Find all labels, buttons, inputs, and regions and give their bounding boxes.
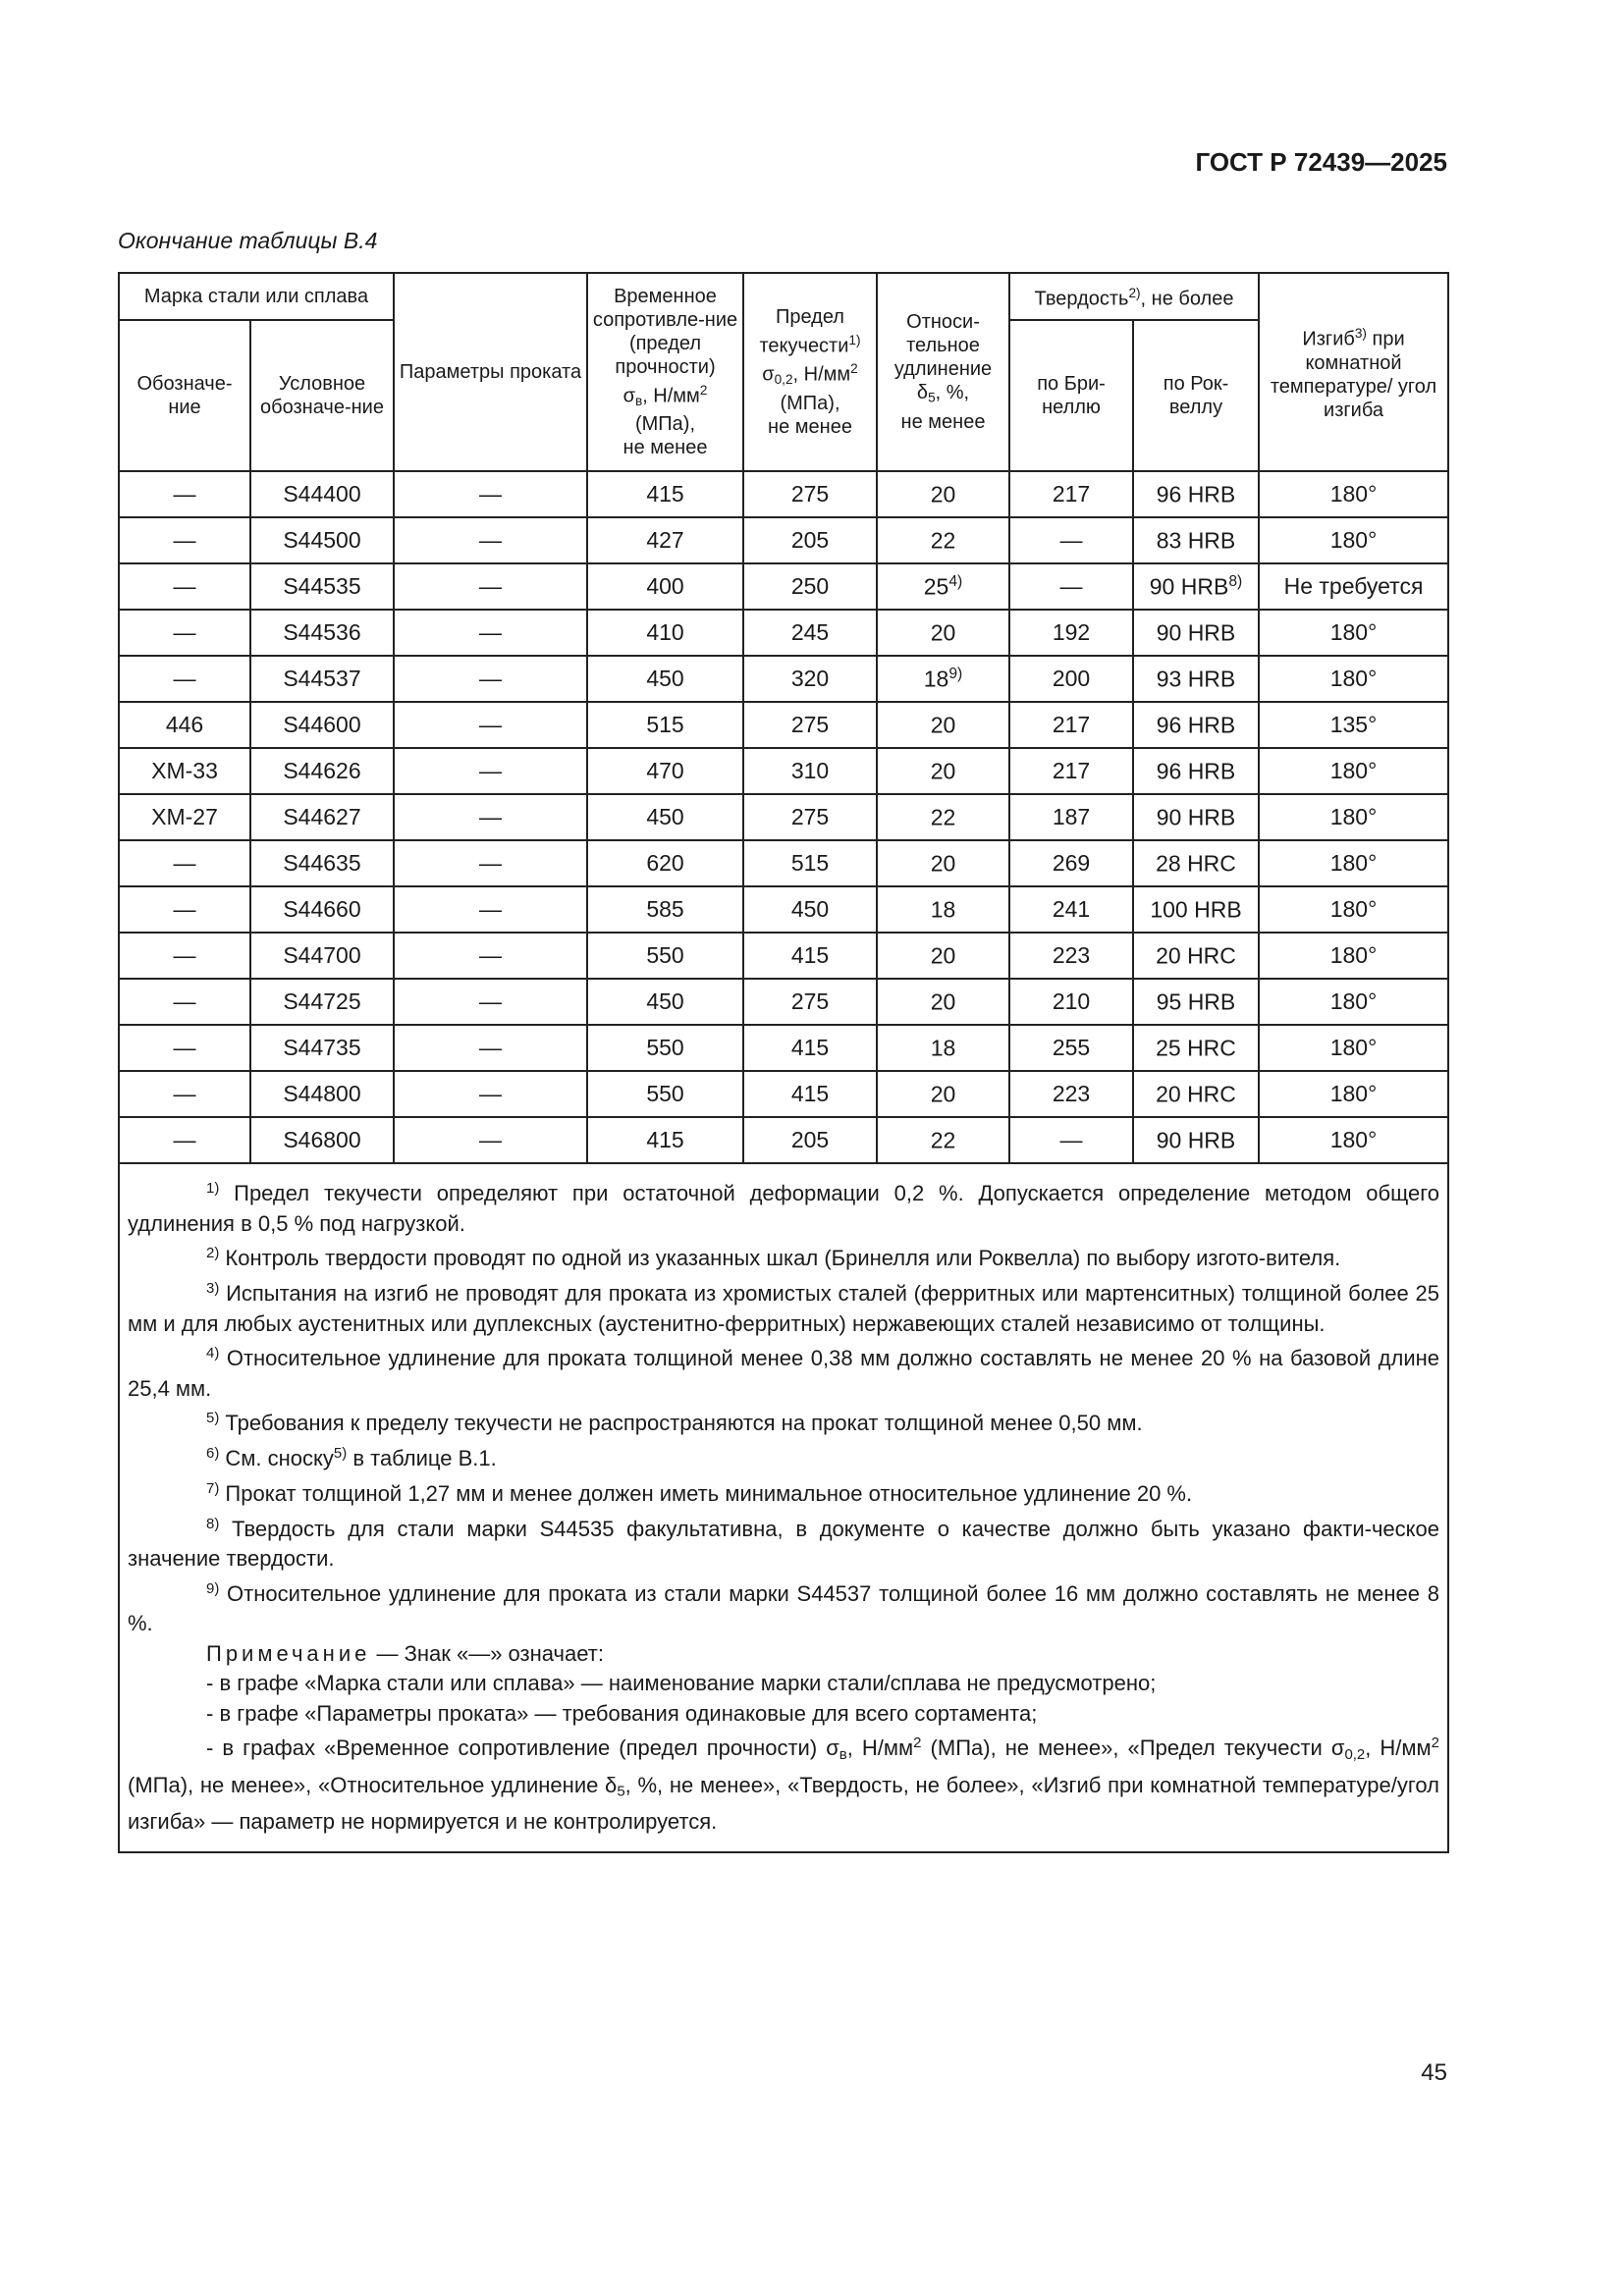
cell-rockwell: 83 HRB xyxy=(1133,517,1259,563)
table-row xyxy=(119,563,1448,610)
cell-brinell: — xyxy=(1009,563,1133,610)
cell-bend: 180° xyxy=(1259,794,1448,840)
cell-designation: — xyxy=(119,656,250,702)
cell-rockwell: 20 HRC xyxy=(1133,933,1259,979)
cell-tensile: 427 xyxy=(587,517,743,563)
cell-tensile: 450 xyxy=(587,656,743,702)
cell-bend: 135° xyxy=(1259,702,1448,748)
table-row xyxy=(119,1071,1448,1117)
cell-conventional: S44627 xyxy=(250,794,394,840)
cell-elong: 20 xyxy=(877,610,1009,656)
cell-elong: 20 xyxy=(877,748,1009,794)
cell-brinell: — xyxy=(1009,517,1133,563)
header-conventional: Условное обозначе-ние xyxy=(250,320,394,471)
header-grade-group: Марка стали или сплава xyxy=(119,273,394,320)
cell-brinell: 187 xyxy=(1009,794,1133,840)
table-row xyxy=(119,886,1448,933)
cell-bend: 180° xyxy=(1259,471,1448,517)
cell-yield: 205 xyxy=(743,1117,877,1163)
cell-params: — xyxy=(394,840,587,886)
header-params: Параметры проката xyxy=(394,273,587,471)
cell-designation: — xyxy=(119,979,250,1025)
cell-brinell: 269 xyxy=(1009,840,1133,886)
cell-rockwell: 96 HRB xyxy=(1133,748,1259,794)
note-intro: Примечание — Знак «—» означает: xyxy=(206,1640,604,1666)
cell-bend: 180° xyxy=(1259,656,1448,702)
cell-yield: 415 xyxy=(743,1025,877,1071)
cell-yield: 250 xyxy=(743,563,877,610)
cell-params: — xyxy=(394,656,587,702)
footnote-5: $^{5)}$ Требования к пределу текучести не распространяются на прокат толщиной менее 0,50 мм. xyxy=(206,1410,1143,1436)
cell-yield: 320 xyxy=(743,656,877,702)
cell-rockwell: 20 HRC xyxy=(1133,1071,1259,1117)
footnotes-cell xyxy=(119,1163,1448,1852)
cell-conventional: S44536 xyxy=(250,610,394,656)
cell-rockwell: 90 HRB xyxy=(1133,794,1259,840)
header-brinell: по Бри-неллю xyxy=(1009,320,1133,471)
table-caption: Окончание таблицы В.4 xyxy=(118,228,378,253)
header-yield: Предел текучести$^{1)}$ $\sigma_{0,2}$, $Н/мм^2$ (МПа), не менее xyxy=(743,273,877,471)
cell-elong: 22 xyxy=(877,794,1009,840)
cell-conventional: S44500 xyxy=(250,517,394,563)
cell-elong: 22 xyxy=(877,1117,1009,1163)
table-row xyxy=(119,933,1448,979)
cell-bend: 180° xyxy=(1259,979,1448,1025)
cell-yield: 245 xyxy=(743,610,877,656)
cell-bend: 180° xyxy=(1259,517,1448,563)
cell-params: — xyxy=(394,886,587,933)
cell-params: — xyxy=(394,517,587,563)
cell-tensile: 550 xyxy=(587,1071,743,1117)
header-hardness: Твердость$^{2)}$, не более xyxy=(1009,273,1259,320)
cell-designation: — xyxy=(119,610,250,656)
note-item-1: - в графе «Марка стали или сплава» — наименование марки стали/сплава не предусмотрено; xyxy=(206,1671,1157,1696)
cell-tensile: 550 xyxy=(587,933,743,979)
cell-yield: 275 xyxy=(743,702,877,748)
cell-params: — xyxy=(394,1071,587,1117)
cell-rockwell: 93 HRB xyxy=(1133,656,1259,702)
cell-tensile: 450 xyxy=(587,979,743,1025)
cell-conventional: S44635 xyxy=(250,840,394,886)
cell-params: — xyxy=(394,794,587,840)
cell-brinell: 217 xyxy=(1009,471,1133,517)
cell-rockwell: 28 HRC xyxy=(1133,840,1259,886)
cell-designation: 446 xyxy=(119,702,250,748)
cell-designation: — xyxy=(119,471,250,517)
cell-yield: 275 xyxy=(743,979,877,1025)
cell-conventional: S44537 xyxy=(250,656,394,702)
header-tensile: Временное сопротивле-ние (предел прочности) $\sigma_в$, $Н/мм^2$ (МПа), не менее xyxy=(587,273,743,471)
table-row xyxy=(119,517,1448,563)
cell-designation: — xyxy=(119,517,250,563)
cell-yield: 415 xyxy=(743,933,877,979)
cell-brinell: 192 xyxy=(1009,610,1133,656)
cell-bend: 180° xyxy=(1259,933,1448,979)
cell-bend: 180° xyxy=(1259,1071,1448,1117)
cell-params: — xyxy=(394,702,587,748)
cell-designation: — xyxy=(119,1117,250,1163)
cell-bend: 180° xyxy=(1259,610,1448,656)
cell-designation: — xyxy=(119,933,250,979)
header-bend: Изгиб$^{3)}$ при комнатной температуре/ угол изгиба xyxy=(1259,273,1448,471)
cell-designation: XM-27 xyxy=(119,794,250,840)
cell-designation: — xyxy=(119,1025,250,1071)
cell-tensile: 450 xyxy=(587,794,743,840)
cell-conventional: S44660 xyxy=(250,886,394,933)
cell-tensile: 550 xyxy=(587,1025,743,1071)
note-item-3: - в графах «Временное сопротивление (предел прочности) $\sigma_в$, $Н/мм^2$ (МПа), не менее», «Предел текучести $\sigma_{0,2}$, $Н/мм^2$ (МПа), не менее», «Относительное удлинение $\delta_5$, %, не менее», «Твердость, не более», «Изгиб при комнатной температуре/угол изгиба» — параметр не нормируется и не контролируется. xyxy=(128,1735,1439,1835)
cell-conventional: S44735 xyxy=(250,1025,394,1071)
cell-brinell: 223 xyxy=(1009,1071,1133,1117)
page-number: 45 xyxy=(1421,2059,1447,2086)
cell-conventional: S44600 xyxy=(250,702,394,748)
footnote-ref: 4) xyxy=(948,572,963,590)
table-row xyxy=(119,748,1448,794)
cell-conventional: S44800 xyxy=(250,1071,394,1117)
cell-conventional: S44700 xyxy=(250,933,394,979)
cell-rockwell: 100 HRB xyxy=(1133,886,1259,933)
table-row xyxy=(119,794,1448,840)
cell-elong: 22 xyxy=(877,517,1009,563)
table-row xyxy=(119,471,1448,517)
cell-elong: 20 xyxy=(877,840,1009,886)
table-row xyxy=(119,1025,1448,1071)
cell-brinell: 217 xyxy=(1009,702,1133,748)
cell-elong: 20 xyxy=(877,979,1009,1025)
cell-elong: 20 xyxy=(877,933,1009,979)
footnote-6: $^{6)}$ См. сноску$^{5)}$ в таблице В.1. xyxy=(206,1445,497,1471)
cell-conventional: S44725 xyxy=(250,979,394,1025)
cell-designation: — xyxy=(119,886,250,933)
table-row xyxy=(119,840,1448,886)
cell-tensile: 515 xyxy=(587,702,743,748)
cell-brinell: 255 xyxy=(1009,1025,1133,1071)
cell-conventional: S44535 xyxy=(250,563,394,610)
cell-elong: 18$^{9)}$ xyxy=(877,656,1009,702)
cell-params: — xyxy=(394,979,587,1025)
cell-yield: 310 xyxy=(743,748,877,794)
footnote-2: $^{2)}$ Контроль твердости проводят по одной из указанных шкал (Бринелля или Роквелла) по выбору изгото-вителя. xyxy=(206,1245,1341,1271)
cell-elong: 20 xyxy=(877,471,1009,517)
cell-yield: 275 xyxy=(743,471,877,517)
cell-params: — xyxy=(394,471,587,517)
cell-rockwell: 95 HRB xyxy=(1133,979,1259,1025)
table-body xyxy=(119,471,1448,1163)
note-label: Примечание xyxy=(206,1640,371,1666)
table-row xyxy=(119,610,1448,656)
cell-yield: 415 xyxy=(743,1071,877,1117)
cell-params: — xyxy=(394,748,587,794)
cell-rockwell: 90 HRB$^{8)}$ xyxy=(1133,563,1259,610)
header-designation: Обозначе-ние xyxy=(119,320,250,471)
cell-params: — xyxy=(394,563,587,610)
header-elongation: Относи-тельное удлинение $\delta_5$, %, не менее xyxy=(877,273,1009,471)
cell-designation: — xyxy=(119,1071,250,1117)
cell-brinell: 217 xyxy=(1009,748,1133,794)
cell-yield: 275 xyxy=(743,794,877,840)
cell-rockwell: 90 HRB xyxy=(1133,1117,1259,1163)
cell-tensile: 410 xyxy=(587,610,743,656)
table-row xyxy=(119,979,1448,1025)
footnote-4: $^{4)}$ Относительное удлинение для проката толщиной менее 0,38 мм должно составлять не менее 20 % на базовой длине 25,4 мм. xyxy=(128,1345,1439,1401)
cell-params: — xyxy=(394,1025,587,1071)
cell-conventional: S44400 xyxy=(250,471,394,517)
cell-tensile: 415 xyxy=(587,471,743,517)
cell-params: — xyxy=(394,933,587,979)
cell-elong: 18 xyxy=(877,1025,1009,1071)
cell-bend: 180° xyxy=(1259,1117,1448,1163)
cell-tensile: 400 xyxy=(587,563,743,610)
cell-designation: — xyxy=(119,563,250,610)
cell-tensile: 470 xyxy=(587,748,743,794)
footnote-9: $^{9)}$ Относительное удлинение для проката из стали марки S44537 толщиной более 16 мм должно составлять не менее 8 %. xyxy=(128,1579,1439,1636)
cell-yield: 450 xyxy=(743,886,877,933)
footnote-3: $^{3)}$ Испытания на изгиб не проводят для проката из хромистых сталей (ферритных или мартенситных) толщиной более 25 мм и для любых аустенитных или дуплексных (аустенитно-ферритных) нержавеющих сталей независимо от толщины. xyxy=(128,1279,1439,1336)
cell-brinell: 210 xyxy=(1009,979,1133,1025)
cell-rockwell: 96 HRB xyxy=(1133,471,1259,517)
cell-bend: 180° xyxy=(1259,886,1448,933)
cell-bend: Не требуется xyxy=(1259,563,1448,610)
properties-table xyxy=(118,272,1449,1853)
table-row xyxy=(119,1117,1448,1163)
cell-conventional: S46800 xyxy=(250,1117,394,1163)
cell-elong: 18 xyxy=(877,886,1009,933)
cell-rockwell: 96 HRB xyxy=(1133,702,1259,748)
cell-designation: XM-33 xyxy=(119,748,250,794)
cell-tensile: 620 xyxy=(587,840,743,886)
header-rockwell: по Рок-веллу xyxy=(1133,320,1259,471)
footnote-ref: 8) xyxy=(1228,572,1243,590)
table-row xyxy=(119,656,1448,702)
cell-params: — xyxy=(394,1117,587,1163)
cell-params: — xyxy=(394,610,587,656)
table-row xyxy=(119,702,1448,748)
cell-elong: 20 xyxy=(877,702,1009,748)
cell-yield: 205 xyxy=(743,517,877,563)
table-container xyxy=(118,272,1447,1853)
cell-yield: 515 xyxy=(743,840,877,886)
cell-tensile: 415 xyxy=(587,1117,743,1163)
document-code: ГОСТ Р 72439—2025 xyxy=(1195,147,1447,177)
footnote-ref: 9) xyxy=(948,665,963,682)
cell-conventional: S44626 xyxy=(250,748,394,794)
footnote-1: $^{1)}$ Предел текучести определяют при остаточной деформации 0,2 %. Допускается определение методом общего удлинения в 0,5 % под нагрузкой. xyxy=(128,1180,1439,1236)
cell-rockwell: 90 HRB xyxy=(1133,610,1259,656)
cell-brinell: 241 xyxy=(1009,886,1133,933)
cell-elong: 25$^{4)}$ xyxy=(877,563,1009,610)
footnote-7: $^{7)}$ Прокат толщиной 1,27 мм и менее должен иметь минимальное относительное удлинение 20 %. xyxy=(206,1479,1193,1507)
cell-bend: 180° xyxy=(1259,840,1448,886)
cell-tensile: 585 xyxy=(587,886,743,933)
footnote-8: $^{8)}$ Твердость для стали марки S44535 факультативна, в документе о качестве должно быть указано факти-ческое значение твердости. xyxy=(128,1515,1439,1572)
cell-elong: 20 xyxy=(877,1071,1009,1117)
cell-bend: 180° xyxy=(1259,1025,1448,1071)
cell-brinell: 200 xyxy=(1009,656,1133,702)
note-item-2: - в графе «Параметры проката» — требования одинаковые для всего сортамента; xyxy=(206,1700,1038,1726)
cell-bend: 180° xyxy=(1259,748,1448,794)
cell-brinell: — xyxy=(1009,1117,1133,1163)
cell-rockwell: 25 HRC xyxy=(1133,1025,1259,1071)
cell-designation: — xyxy=(119,840,250,886)
cell-brinell: 223 xyxy=(1009,933,1133,979)
